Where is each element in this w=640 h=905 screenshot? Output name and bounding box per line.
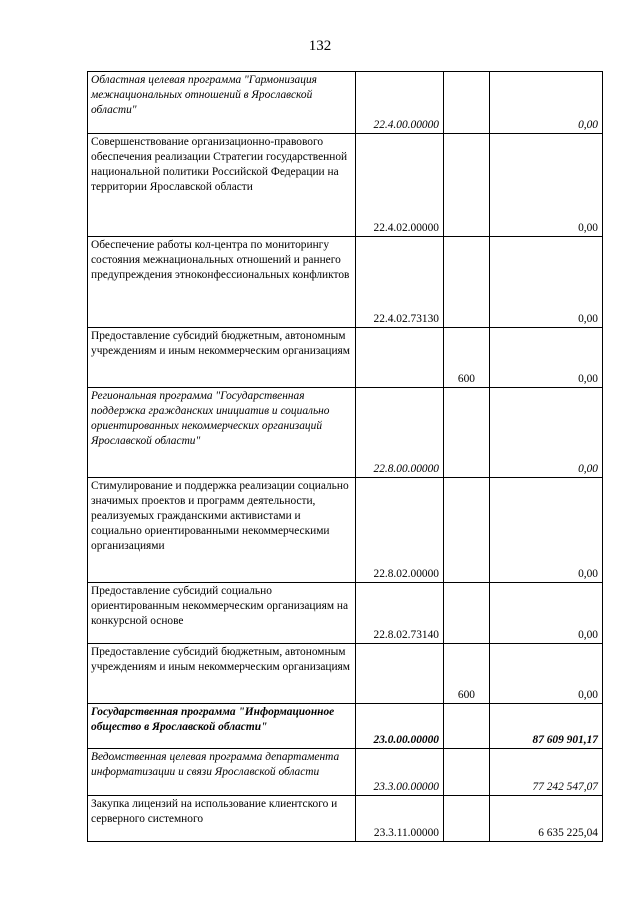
row-sum-cell: 77 242 547,07 (490, 749, 603, 796)
row-vr-cell (444, 72, 490, 134)
row-vr-cell (444, 796, 490, 842)
row-name-cell: Ведомственная целевая программа департамента информатизации и связи Ярославской области (88, 749, 356, 796)
table-row (88, 796, 603, 842)
row-vr-cell (444, 704, 490, 749)
row-vr-cell (444, 583, 490, 644)
row-code-cell: 22.4.00.00000 (356, 72, 444, 134)
row-code-cell: 23.3.11.00000 (356, 796, 444, 842)
row-code-cell: 23.0.00.00000 (356, 704, 444, 749)
row-code-cell: 23.3.00.00000 (356, 749, 444, 796)
row-sum-cell: 6 635 225,04 (490, 796, 603, 842)
row-code-cell (356, 328, 444, 388)
row-code-cell: 22.8.02.00000 (356, 478, 444, 583)
row-code-cell: 22.8.02.73140 (356, 583, 444, 644)
budget-table (87, 71, 603, 842)
row-sum-cell: 0,00 (490, 478, 603, 583)
row-name-cell: Предоставление субсидий бюджетным, автономным учреждениям и иным некоммерческим организациям (88, 644, 356, 704)
row-name-cell: Государственная программа "Информационное общество в Ярославской области" (88, 704, 356, 749)
row-vr-cell (444, 478, 490, 583)
table-row (88, 583, 603, 644)
table-row (88, 749, 603, 796)
row-vr-cell (444, 237, 490, 328)
row-code-cell: 22.4.02.73130 (356, 237, 444, 328)
row-code-cell: 22.8.00.00000 (356, 388, 444, 478)
row-code-cell: 22.4.02.00000 (356, 134, 444, 237)
row-sum-cell: 0,00 (490, 644, 603, 704)
table-row (88, 72, 603, 134)
table-row (88, 237, 603, 328)
row-name-cell: Обеспечение работы кол-центра по мониторингу состояния межнациональных отношений и раннего предупреждения этноконфессиональных конфликтов (88, 237, 356, 328)
row-vr-cell (444, 134, 490, 237)
row-name-cell: Областная целевая программа "Гармонизация межнациональных отношений в Ярославской области" (88, 72, 356, 134)
row-sum-cell: 0,00 (490, 388, 603, 478)
table-row (88, 134, 603, 237)
row-sum-cell: 0,00 (490, 72, 603, 134)
table-row (88, 328, 603, 388)
table-row (88, 704, 603, 749)
row-vr-cell: 600 (444, 328, 490, 388)
page-number: 132 (308, 38, 332, 54)
row-code-cell (356, 644, 444, 704)
row-sum-cell: 0,00 (490, 134, 603, 237)
row-sum-cell: 0,00 (490, 583, 603, 644)
row-name-cell: Предоставление субсидий социально ориентированным некоммерческим организациям на конкурсной основе (88, 583, 356, 644)
row-name-cell: Региональная программа "Государственная поддержка гражданских инициатив и социально ориентированных некоммерческих организаций Ярославской области" (88, 388, 356, 478)
row-sum-cell: 87 609 901,17 (490, 704, 603, 749)
row-name-cell: Совершенствование организационно-правового обеспечения реализации Стратегии государственной национальной политики Российской Федерации на территории Ярославской области (88, 134, 356, 237)
row-vr-cell (444, 749, 490, 796)
table-row (88, 644, 603, 704)
row-vr-cell: 600 (444, 644, 490, 704)
row-name-cell: Закупка лицензий на использование клиентского и серверного системного (88, 796, 356, 842)
row-name-cell: Стимулирование и поддержка реализации социально значимых проектов и программ деятельности, реализуемых гражданскими активистами и социально ориентированными некоммерческими организациями (88, 478, 356, 583)
row-sum-cell: 0,00 (490, 237, 603, 328)
table-row (88, 478, 603, 583)
row-name-cell: Предоставление субсидий бюджетным, автономным учреждениям и иным некоммерческим организациям (88, 328, 356, 388)
row-sum-cell: 0,00 (490, 328, 603, 388)
row-vr-cell (444, 388, 490, 478)
table-row (88, 388, 603, 478)
